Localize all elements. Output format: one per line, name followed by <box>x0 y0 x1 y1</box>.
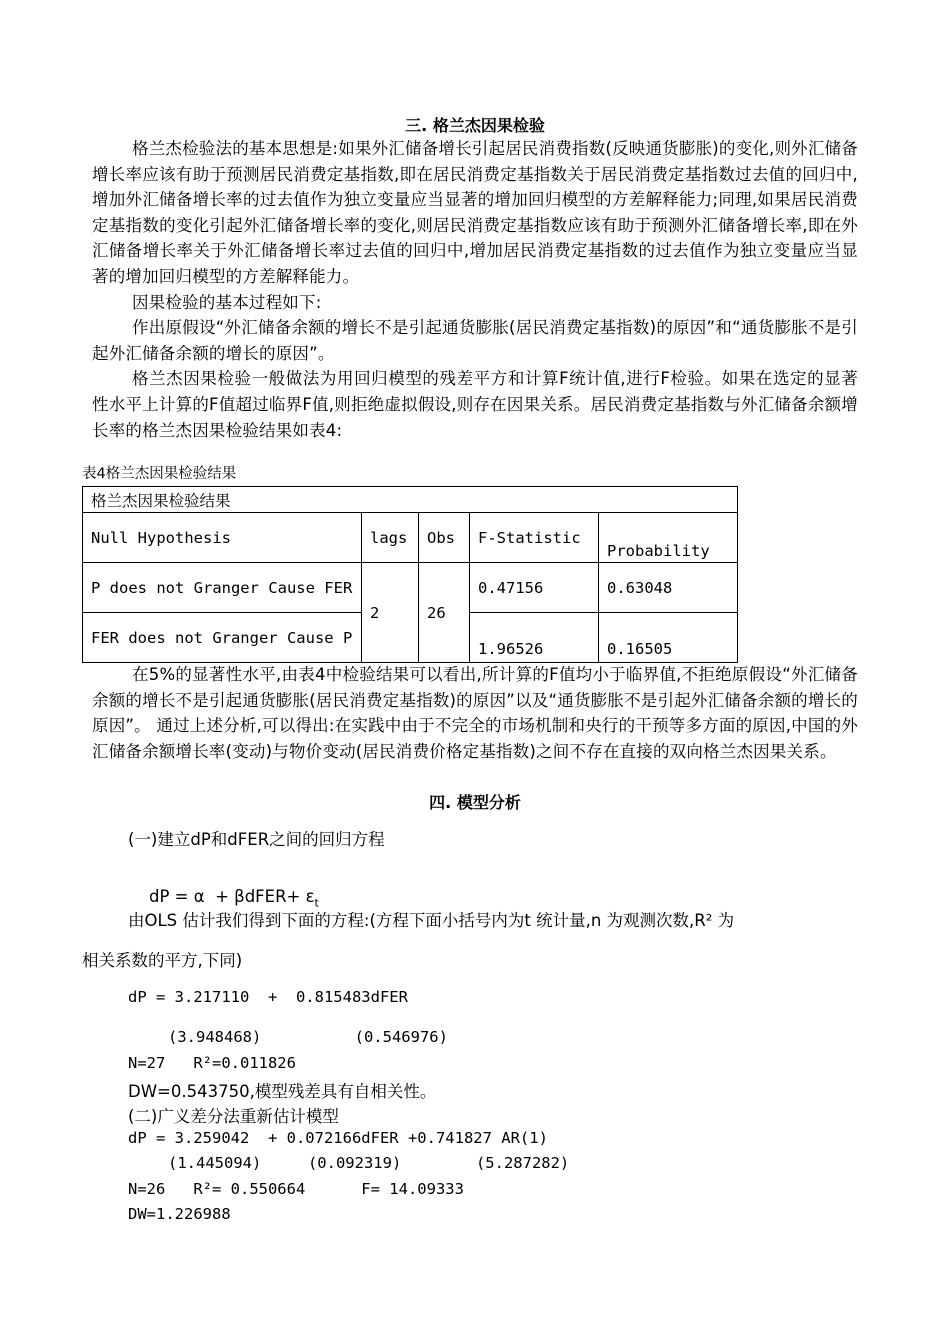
header-obs: Obs <box>419 513 470 563</box>
paragraph-process-intro: 因果检验的基本过程如下: <box>132 292 322 312</box>
row-hypothesis: P does not Granger Cause FER <box>83 563 362 613</box>
ols-equation: dP = 3.217110 + 0.815483dFER <box>128 988 408 1006</box>
paragraph-hypothesis: 作出原假设“外汇储备余额的增长不是引起通货膨胀(居民消费定基指数)的原因”和“通货膨胀不是引起外汇储备余额的增长的原因”。 <box>92 318 858 363</box>
table-caption: 表4格兰杰因果检验结果 <box>82 466 237 482</box>
cell-f-statistic: 1.96526 <box>470 613 599 663</box>
subsection-1-heading: (一)建立dP和dFER之间的回归方程 <box>128 830 385 849</box>
cell-probability: 0.16505 <box>599 613 738 663</box>
section-3-heading: 三. 格兰杰因果检验 <box>405 116 545 135</box>
section-3-body <box>92 136 858 443</box>
header-f-statistic: F-Statistic <box>470 513 599 563</box>
ols-dw: DW=0.543750,模型残差具有自相关性。 <box>128 1082 437 1101</box>
cell-f-statistic: 0.47156 <box>470 563 599 613</box>
equation-text: dP = α + βdFER+ ε <box>148 887 315 906</box>
ols-intro-line-1: 由OLS 估计我们得到下面的方程:(方程下面小括号内为t 统计量,n 为观测次数,R² 为 <box>128 911 735 930</box>
section-3-conclusion <box>92 662 858 764</box>
cell-obs: 26 <box>419 563 470 663</box>
cell-probability: 0.63048 <box>599 563 738 613</box>
ols-intro-line-2: 相关系数的平方,下同) <box>82 951 243 970</box>
table-row <box>83 563 738 613</box>
paragraph-conclusion: 在5%的显著性水平,由表4中检验结果可以看出,所计算的F值均小于临界值,不拒绝原假设“外汇储备余额的增长不是引起通货膨胀(居民消费定基指数)的原因”以及“通货膨胀不是引起外汇储备余额的增长的原因”。 通过上述分析,可以得出:在实践中由于不完全的市场机制和央行的干预等多方面的原因,中国的外汇储备余额增长率(变动)与物价变动(居民消费价格定基指数)之间不存在直接的双向格兰杰因果关系。 <box>92 665 858 761</box>
header-null-hypothesis: Null Hypothesis <box>83 513 362 563</box>
paragraph-f-test: 格兰杰因果检验一般做法为用回归模型的残差平方和计算F统计值,进行F检验。如果在选定的显著性水平上计算的F值超过临界F值,则拒绝虚拟假设,则存在因果关系。居民消费定基指数与外汇储备余额增长率的格兰杰因果检验结果如表4: <box>92 369 858 440</box>
gls-dw: DW=1.226988 <box>128 1205 231 1223</box>
table-title: 格兰杰因果检验结果 <box>83 487 738 513</box>
granger-results-table <box>82 486 738 663</box>
equation-subscript: t <box>314 896 319 910</box>
ols-stats: N=27 R²=0.011826 <box>128 1054 296 1072</box>
gls-equation: dP = 3.259042 + 0.072166dFER +0.741827 AR(1) <box>128 1129 548 1147</box>
ols-t-statistics: (3.948468) (0.546976) <box>168 1028 448 1046</box>
gls-t-statistics: (1.445094) (0.092319) (5.287282) <box>168 1154 570 1172</box>
cell-lags: 2 <box>362 563 419 663</box>
subsection-2-heading: (二)广义差分法重新估计模型 <box>128 1107 339 1126</box>
header-lags: lags <box>362 513 419 563</box>
row-hypothesis: FER does not Granger Cause P <box>83 613 362 663</box>
header-probability: Probability <box>599 513 738 563</box>
gls-stats: N=26 R²= 0.550664 F= 14.09333 <box>128 1180 464 1198</box>
section-4-heading: 四. 模型分析 <box>429 793 521 812</box>
paragraph-granger-idea: 格兰杰检验法的基本思想是:如果外汇储备增长引起居民消费指数(反映通货膨胀)的变化,则外汇储备增长率应该有助于预测居民消费定基指数,即在居民消费定基指数关于居民消费定基指数过去值的回归中,增加外汇储备增长率的过去值作为独立变量应当显著的增加回归模型的方差解释能力;同理,如果居民消费定基指数的变化引起外汇储备增长率的变化,则居民消费定基指数应该有助于预测外汇储备增长率,即在外汇储备增长率关于外汇储备增长率过去值的回归中,增加居民消费定基指数的过去值作为独立变量应当显著的增加回归模型的方差解释能力。 <box>92 139 858 286</box>
